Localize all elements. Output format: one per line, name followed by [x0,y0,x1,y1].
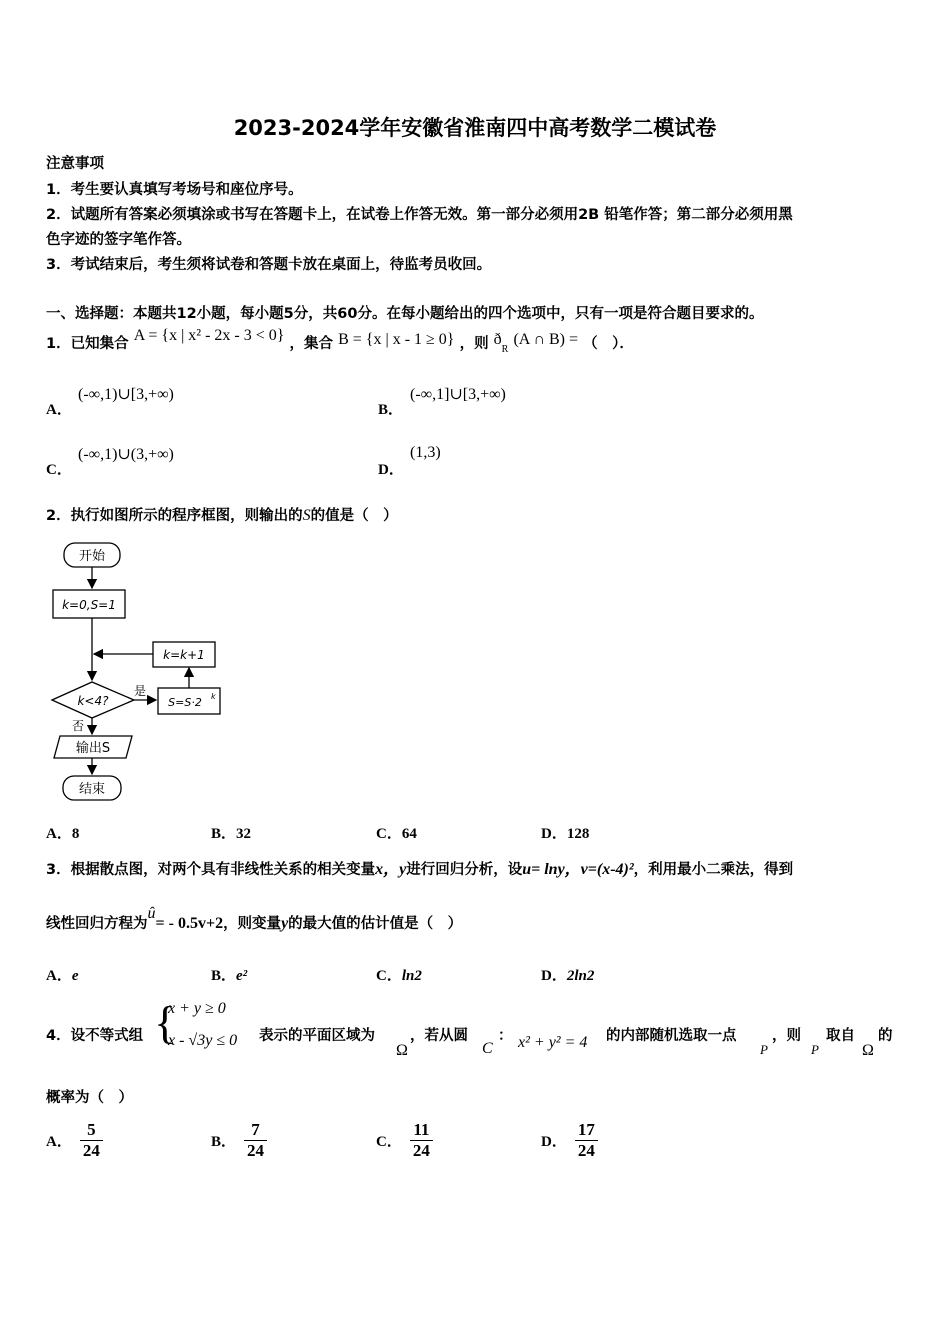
q4-point-p: P [811,1042,819,1057]
q1-then: ，则 [459,336,489,352]
q4-inequality-2: x - √3y ≤ 0 [168,1032,238,1049]
q1-complement-sub: R [501,344,509,356]
flowchart [46,538,236,806]
flow-assign-sup: k [211,692,216,701]
q4-text-4: ，则 [772,1028,801,1044]
q4-point-p: P [760,1042,768,1057]
q1-option-a: (-∞,1)∪[3,+∞) [78,386,174,403]
q4-brace: { [154,997,177,1048]
question-3-line-1: 3．根据散点图，对两个具有非线性关系的相关变量x，y进行回归分析，设u= lny，v=(x-4)²，利用最小二乘法，得到 [46,861,794,878]
notice-heading: 注意事项 [46,156,104,172]
q4-text-5: 取自 [826,1028,855,1044]
q1-option-c: (-∞,1)∪(3,+∞) [78,446,174,463]
flow-init-label: k=0,S=1 [62,598,116,612]
notice-item: 色字迹的签字笔作答。 [46,232,191,248]
q1-set-b: B = {x | x - 1 ≥ 0} [338,331,455,348]
flow-start-label: 开始 [78,549,106,564]
q4-text-1: 表示的平面区域为 [259,1028,375,1044]
q1-expression: (A ∩ B) = [513,331,579,348]
q4-circle-equation: x² + y² = 4 [518,1034,588,1051]
q4-omega: Ω [396,1042,408,1059]
notice-item: 2．试题所有答案必须填涂或书写在答题卡上，在试卷上作答无效。第一部分必须用2B 铅笔作答；第二部分必须用黑 [46,207,793,223]
q4-text-6: 的 [878,1028,893,1044]
q1-option-d-label: D． [378,462,404,478]
q2-var: S [302,507,311,524]
q2-option-b: B．32 [211,826,252,842]
q4-text-2: ，若从圆 [410,1028,468,1044]
page-title: 2023-2024学年安徽省淮南四中高考数学二模试卷 [233,116,717,140]
q1-tail: （ ）． [583,336,634,352]
flow-yes-label: 是 [134,684,147,698]
q1-option-c-label: C． [46,462,72,478]
flow-end-label: 结束 [78,782,106,797]
flow-output-label: 输出S [75,741,111,756]
q4-text-3: 的内部随机选取一点 [606,1028,737,1044]
question-2 [46,504,398,525]
q1-option-a-label: A． [46,402,72,418]
question-1 [46,327,634,356]
q2-stem: 2．执行如图所示的程序框图，则输出的 [46,508,303,524]
flow-inc-label: k=k+1 [163,648,205,662]
flow-assign-label: S=S·2 [168,696,202,709]
q3-option-c: C．ln2 [376,968,422,984]
q3-option-b: B．e² [211,968,248,984]
notice-item: 3．考试结束后，考生须将试卷和答题卡放在桌面上，待监考员收回。 [46,257,492,273]
q3-option-a: A．e [46,968,79,984]
q2-stem-tail: 的值是（ ） [310,508,398,524]
q3-option-d: D．2ln2 [541,968,595,984]
q1-prefix: 1．已知集合 [46,336,129,352]
flow-no-label: 否 [72,719,85,733]
q1-option-b-label: B． [378,402,404,418]
q4-option-c: C． $\frac{11}{24}$ [376,1120,433,1161]
q1-option-b: (-∞,1]∪[3,+∞) [410,386,506,403]
q4-inequality-1: x + y ≥ 0 [168,1000,226,1017]
question-3-line-2: 线性回归方程为û= - 0.5v+2，则变量y的最大值的估计值是（ ） [46,905,463,932]
q4-line-2: 概率为（ ） [46,1090,133,1106]
q2-option-c: C．64 [376,826,417,842]
q4-circle: C [482,1040,493,1057]
q4-omega: Ω [862,1042,874,1059]
section-heading: 一、选择题：本题共12小题，每小题5分，共60分。在每小题给出的四个选项中，只有一项是符合题目要求的。 [46,306,764,322]
q4-colon: ： [498,1028,513,1044]
q1-set-a: A = {x | x² - 2x - 3 < 0} [133,327,285,344]
q2-option-a: A．8 [46,826,80,842]
q2-option-d: D．128 [541,826,590,842]
q4-option-a: A． $\frac{5}{24}$ [46,1120,103,1161]
q1-mid: ，集合 [289,336,334,352]
notice-item: 1．考生要认真填写考场号和座位序号。 [46,182,303,198]
q1-complement: ð [493,331,502,348]
q4-option-d: D． $\frac{17}{24}$ [541,1120,598,1161]
q4-prefix: 4．设不等式组 [46,1028,144,1044]
flow-cond-label: k<4? [77,694,109,708]
q4-option-b: B． $\frac{7}{24}$ [211,1120,267,1161]
q1-option-d: (1,3) [410,444,441,461]
